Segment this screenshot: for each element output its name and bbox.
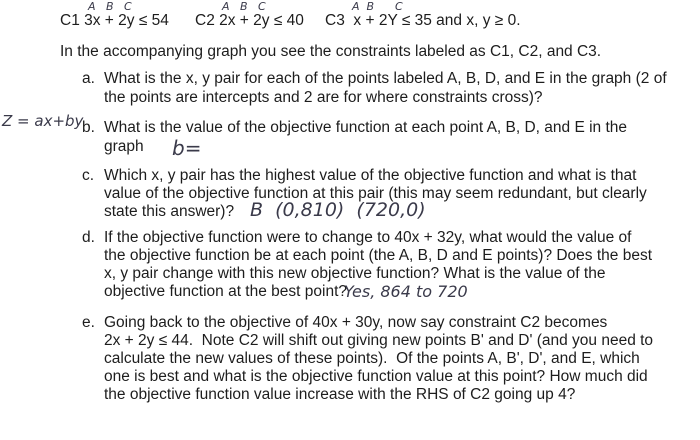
question-a-letter: a.	[82, 70, 95, 87]
handwritten-z-formula: Z = ax+by	[2, 112, 84, 130]
constraint-c3: C3 x + 2Y ≤ 35 and x, y ≥ 0.	[325, 12, 521, 29]
c1-handwritten-labels: A B C	[88, 0, 132, 13]
c3-handwritten-labels: A B C	[352, 0, 403, 13]
question-a-line-1: What is the x, y pair for each of the points labeled A, B, D, and E in the graph (2 of	[104, 70, 667, 87]
constraint-c2: C2 2x + 2y ≤ 40	[195, 12, 304, 29]
question-b-line-1: What is the value of the objective function at each point A, B, D, and E in the	[104, 119, 628, 136]
question-c-line-1: Which x, y pair has the highest value of the objective function and what is that	[104, 167, 637, 184]
question-d-line-1: If the objective function were to change to 40x + 32y, what would the value of	[104, 229, 632, 246]
question-e-line-1: Going back to the objective of 40x + 30y, now say constraint C2 becomes	[104, 314, 608, 331]
intro-text: In the accompanying graph you see the constraints labeled as C1, C2, and C3.	[60, 43, 602, 60]
question-d-line-4: objective function at the best point?	[104, 283, 347, 300]
question-b-letter: b.	[82, 119, 95, 136]
c2-handwritten-labels: A B C	[222, 0, 266, 13]
question-a-line-2: the points are intercepts and 2 are for where constraints cross)?	[104, 89, 543, 106]
question-e-line-2: 2x + 2y ≤ 44. Note C2 will shift out giving new points B' and D' (and you need to	[104, 332, 654, 349]
question-d-letter: d.	[82, 229, 95, 246]
constraint-c1: C1 3x + 2y ≤ 54	[60, 12, 169, 29]
question-d-line-2: the objective function be at each point (the A, B, D and E points)? Does the best	[104, 247, 653, 264]
question-e-letter: e.	[82, 314, 95, 331]
handwritten-answer-c: B (0,810) (720,0)	[250, 199, 426, 221]
question-c-line-2: value of the objective function at this pair (this may seem redundant, but clearly	[104, 185, 647, 202]
question-b-line-2: graph	[104, 138, 144, 155]
question-c-line-3: state this answer)?	[104, 203, 235, 220]
question-e-line-4: one is best and what is the objective function value at this point? How much did	[104, 368, 648, 385]
question-c-letter: c.	[82, 167, 95, 184]
handwritten-answer-d: Yes, 864 to 720	[344, 282, 468, 301]
question-e-line-3: calculate the new values of these points). Of the points A, B', D', and E, which	[104, 350, 640, 367]
question-d-line-3: x, y pair change with this new objective function? What is the value of the	[104, 265, 606, 282]
handwritten-b-equals: b=	[172, 136, 202, 160]
question-e-line-5: the objective function value increase with the RHS of C2 going up 4?	[104, 386, 576, 403]
